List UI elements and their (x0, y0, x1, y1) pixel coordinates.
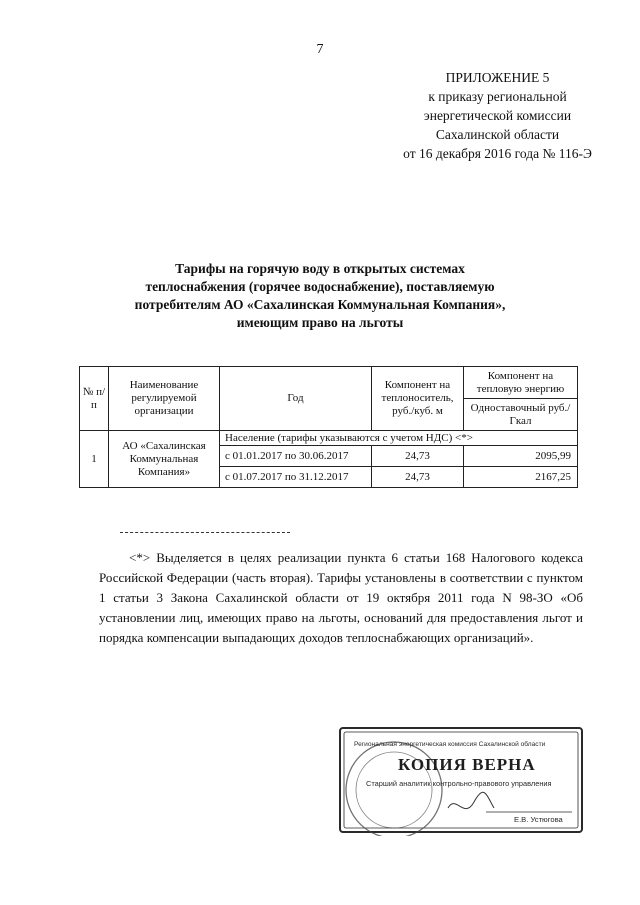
header-number: № п/п (80, 367, 109, 431)
tariff-table (79, 366, 578, 488)
copy-certified-stamp (336, 724, 586, 836)
header-organization: Наименование регулируемой организации (109, 367, 220, 431)
row-organization: АО «Сахалинская Коммунальная Компания» (109, 431, 220, 488)
header-heat-carrier: Компонент на теплоноситель, руб./куб. м (372, 367, 464, 431)
appendix-line: к приказу региональной (428, 89, 567, 104)
footnote-text: <*> Выделяется в целях реализации пункта 6 статьи 168 Налогового кодекса Российской Федерации (часть вторая). Тарифы установлены в соответствии с пунктом 1 статьи 3 Закона Сахалинской области от 19 октября 2011 года N 98-ЗО «Об установлении лиц, имеющих право на льготы, оснований для предоставления льгот и порядка компенсации выпадающих доходов теплоснабжающих организаций». (99, 550, 583, 645)
page-number: 7 (316, 42, 324, 57)
appendix-header (355, 68, 640, 163)
appendix-date: от 16 декабря 2016 года № 116-Э (403, 146, 592, 161)
energy-cell: 2167,25 (464, 467, 578, 488)
row-population: Население (тарифы указываются с учетом НДС) <*> (220, 431, 578, 446)
title-line: теплоснабжения (горячее водоснабжение), поставляемую (145, 279, 495, 294)
period-cell: с 01.07.2017 по 31.12.2017 (220, 467, 372, 488)
document-title (100, 260, 540, 332)
stamp-main-text: КОПИЯ ВЕРНА (398, 755, 536, 774)
title-line: имеющим право на льготы (236, 315, 404, 330)
carrier-cell: 24,73 (372, 467, 464, 488)
header-one-part-rate: Одноставочный руб./Гкал (464, 399, 578, 431)
appendix-line: энергетической комиссии (423, 108, 572, 123)
title-line: потребителям АО «Сахалинская Коммунальная Компания», (134, 297, 506, 312)
title-line: Тарифы на горячую воду в открытых системах (175, 261, 465, 276)
energy-cell: 2095,99 (464, 446, 578, 467)
stamp-name: Е.В. Устюгова (514, 815, 563, 824)
row-number: 1 (80, 431, 109, 488)
stamp-organization: Региональная энергетическая комиссия Сахалинской области (354, 741, 546, 748)
appendix-line: Сахалинской области (435, 127, 560, 142)
stamp-role: Старший аналитик контрольно-правового управления (366, 779, 552, 788)
footnote-separator (120, 532, 290, 533)
header-year: Год (220, 367, 372, 431)
signature-mark (448, 792, 494, 808)
carrier-cell: 24,73 (372, 446, 464, 467)
appendix-title: ПРИЛОЖЕНИЕ 5 (445, 70, 550, 85)
header-heat-energy: Компонент на тепловую энергию (464, 367, 578, 399)
period-cell: с 01.01.2017 по 30.06.2017 (220, 446, 372, 467)
